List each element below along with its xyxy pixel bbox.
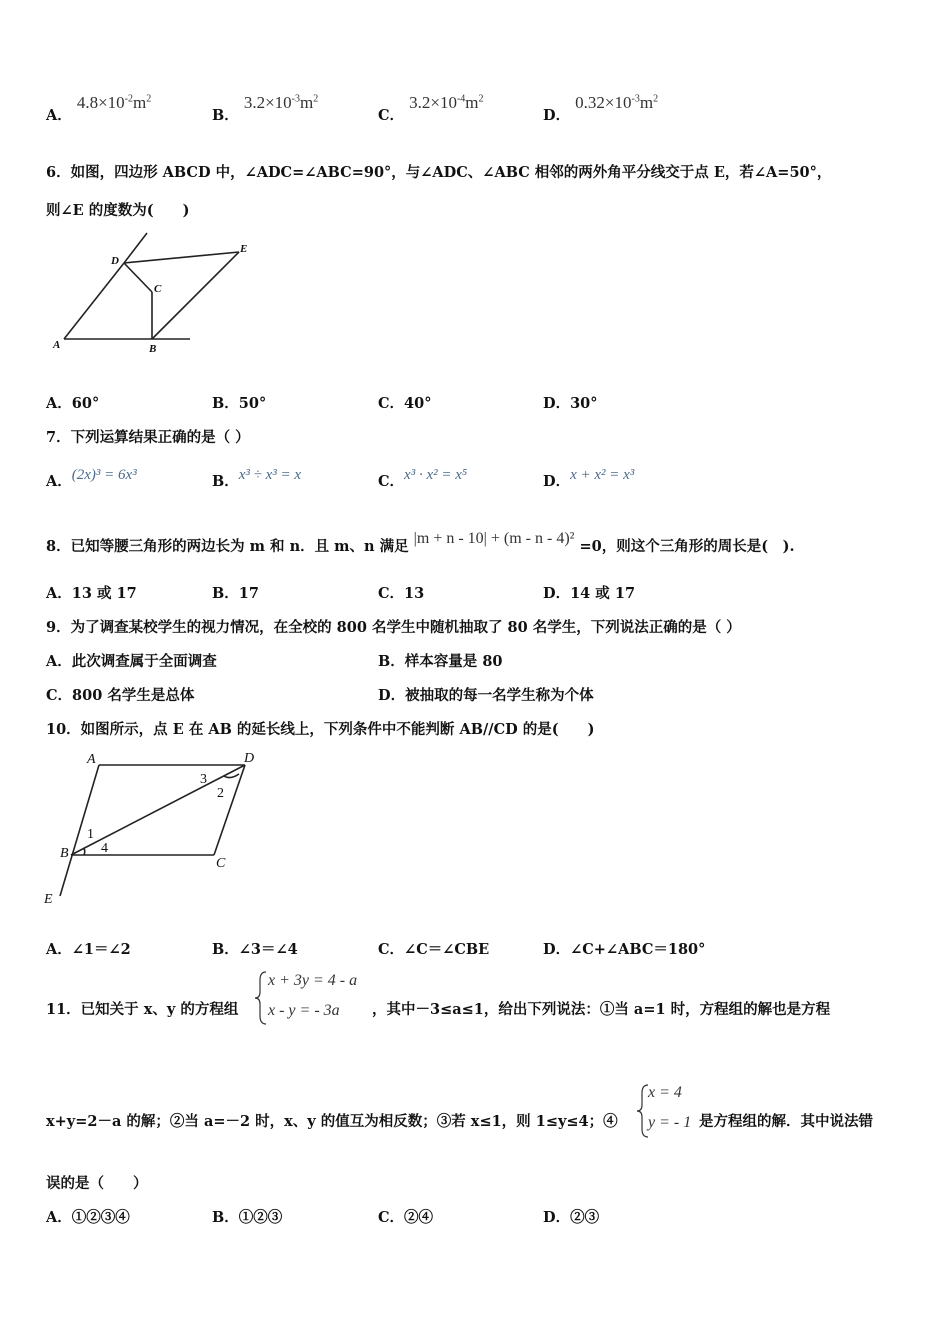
q6-option-b: B．50° bbox=[212, 395, 267, 412]
q11-option-a: A．①②③④ bbox=[46, 1209, 130, 1226]
q7-stem: 7．下列运算结果正确的是（ ） bbox=[46, 429, 250, 446]
q7-option-c: C．x³ · x² = x⁵ bbox=[378, 467, 468, 490]
q11-option-d: D．②③ bbox=[543, 1209, 600, 1226]
q6-option-d: D．30° bbox=[543, 395, 598, 412]
q5-option-d: D． $0.32\times 10^{-3}m^2$ bbox=[543, 93, 659, 124]
q6-option-c: C．40° bbox=[378, 395, 432, 412]
q11-sol2: y = - 1 bbox=[648, 1114, 692, 1131]
q5-option-a: A． $4.8\times 10^{-2}m^2$ bbox=[46, 93, 152, 124]
q10-angle-4: 4 bbox=[101, 841, 108, 856]
q5-option-c: C． $3.2\times 10^{-4}m^2$ bbox=[378, 93, 484, 124]
q11-line2-before: x+y=2－a 的解；②当 a=－2 时，x、y 的值互为相反数；③若 x≤1，则 1≤y≤4；④ bbox=[46, 1113, 618, 1130]
q10-figure bbox=[40, 746, 270, 908]
q8-option-a: A．13 或 17 bbox=[46, 585, 137, 602]
q6-stem-line2: 则∠E 的度数为( ) bbox=[46, 202, 190, 219]
q11-eq2: x - y = - 3a bbox=[268, 1002, 340, 1019]
q10-option-a: A．∠1＝∠2 bbox=[46, 941, 131, 958]
q10-label-e: E bbox=[44, 892, 53, 907]
q6-label-a: A bbox=[53, 339, 61, 351]
q6-stem-line1: 6．如图，四边形 ABCD 中，∠ADC=∠ABC=90°，与∠ADC、∠ABC 相邻的两外角平分线交于点 E，若∠A=50°， bbox=[46, 164, 832, 181]
q11-stem-after: ，其中－3≤a≤1，给出下列说法：①当 a=1 时，方程组的解也是方程 bbox=[372, 1001, 831, 1018]
q10-stem: 10．如图所示，点 E 在 AB 的延长线上，下列条件中不能判断 AB//CD 的是( ) bbox=[46, 721, 595, 738]
q10-option-d: D．∠C+∠ABC＝180° bbox=[543, 941, 706, 958]
q10-option-b: B．∠3＝∠4 bbox=[212, 941, 298, 958]
q10-angle-1: 1 bbox=[87, 827, 94, 842]
q10-label-c: C bbox=[216, 856, 226, 871]
q11-stem-before: 11．已知关于 x、y 的方程组 bbox=[46, 1001, 239, 1018]
q10-option-c: C．∠C＝∠CBE bbox=[378, 941, 490, 958]
q8-option-b: B．17 bbox=[212, 585, 259, 602]
q6-label-d: D bbox=[111, 255, 119, 267]
q11-system-brace bbox=[254, 970, 268, 1026]
q8-stem: 8．已知等腰三角形的两边长为 m 和 n．且 m、n 满足 |m + n - 10| + (m - n - 4)² =0，则这个三角形的周长是( ). bbox=[46, 530, 795, 555]
q6-option-a: A．60° bbox=[46, 395, 100, 412]
q11-eq1: x + 3y = 4 - a bbox=[268, 972, 358, 989]
q8-expression: |m + n - 10| + (m - n - 4)² bbox=[413, 530, 575, 547]
q11-line2-after: 是方程组的解．其中说法错 bbox=[699, 1113, 873, 1130]
q9-option-c: C．800 名学生是总体 bbox=[46, 687, 195, 704]
q10-label-a: A bbox=[87, 752, 96, 767]
q6-label-c: C bbox=[154, 283, 162, 295]
q9-option-a: A．此次调查属于全面调查 bbox=[46, 653, 217, 670]
q9-option-b: B．样本容量是 80 bbox=[378, 653, 503, 670]
q7-option-a: A．(2x)³ = 6x³ bbox=[46, 467, 137, 490]
q9-option-d: D．被抽取的每一名学生称为个体 bbox=[378, 687, 594, 704]
q7-option-d: D．x + x² = x³ bbox=[543, 467, 635, 490]
q5-option-b: B． $3.2\times 10^{-3}m^2$ bbox=[212, 93, 319, 124]
q8-option-d: D．14 或 17 bbox=[543, 585, 636, 602]
q6-label-e: E bbox=[240, 243, 248, 255]
q11-line3: 误的是（ ） bbox=[46, 1175, 148, 1192]
q11-option-c: C．②④ bbox=[378, 1209, 434, 1226]
q10-label-b: B bbox=[60, 846, 69, 861]
q8-option-c: C．13 bbox=[378, 585, 425, 602]
q10-angle-2: 2 bbox=[217, 786, 224, 801]
q10-angle-3: 3 bbox=[200, 772, 207, 787]
q7-option-b: B．x³ ÷ x³ = x bbox=[212, 467, 302, 490]
q6-label-b: B bbox=[149, 343, 157, 355]
q10-label-d: D bbox=[244, 751, 255, 766]
q9-stem: 9．为了调查某校学生的视力情况，在全校的 800 名学生中随机抽取了 80 名学生，下列说法正确的是（ ） bbox=[46, 619, 741, 636]
q6-figure bbox=[50, 228, 260, 356]
q11-sol1: x = 4 bbox=[648, 1084, 682, 1101]
q11-option-b: B．①②③ bbox=[212, 1209, 283, 1226]
